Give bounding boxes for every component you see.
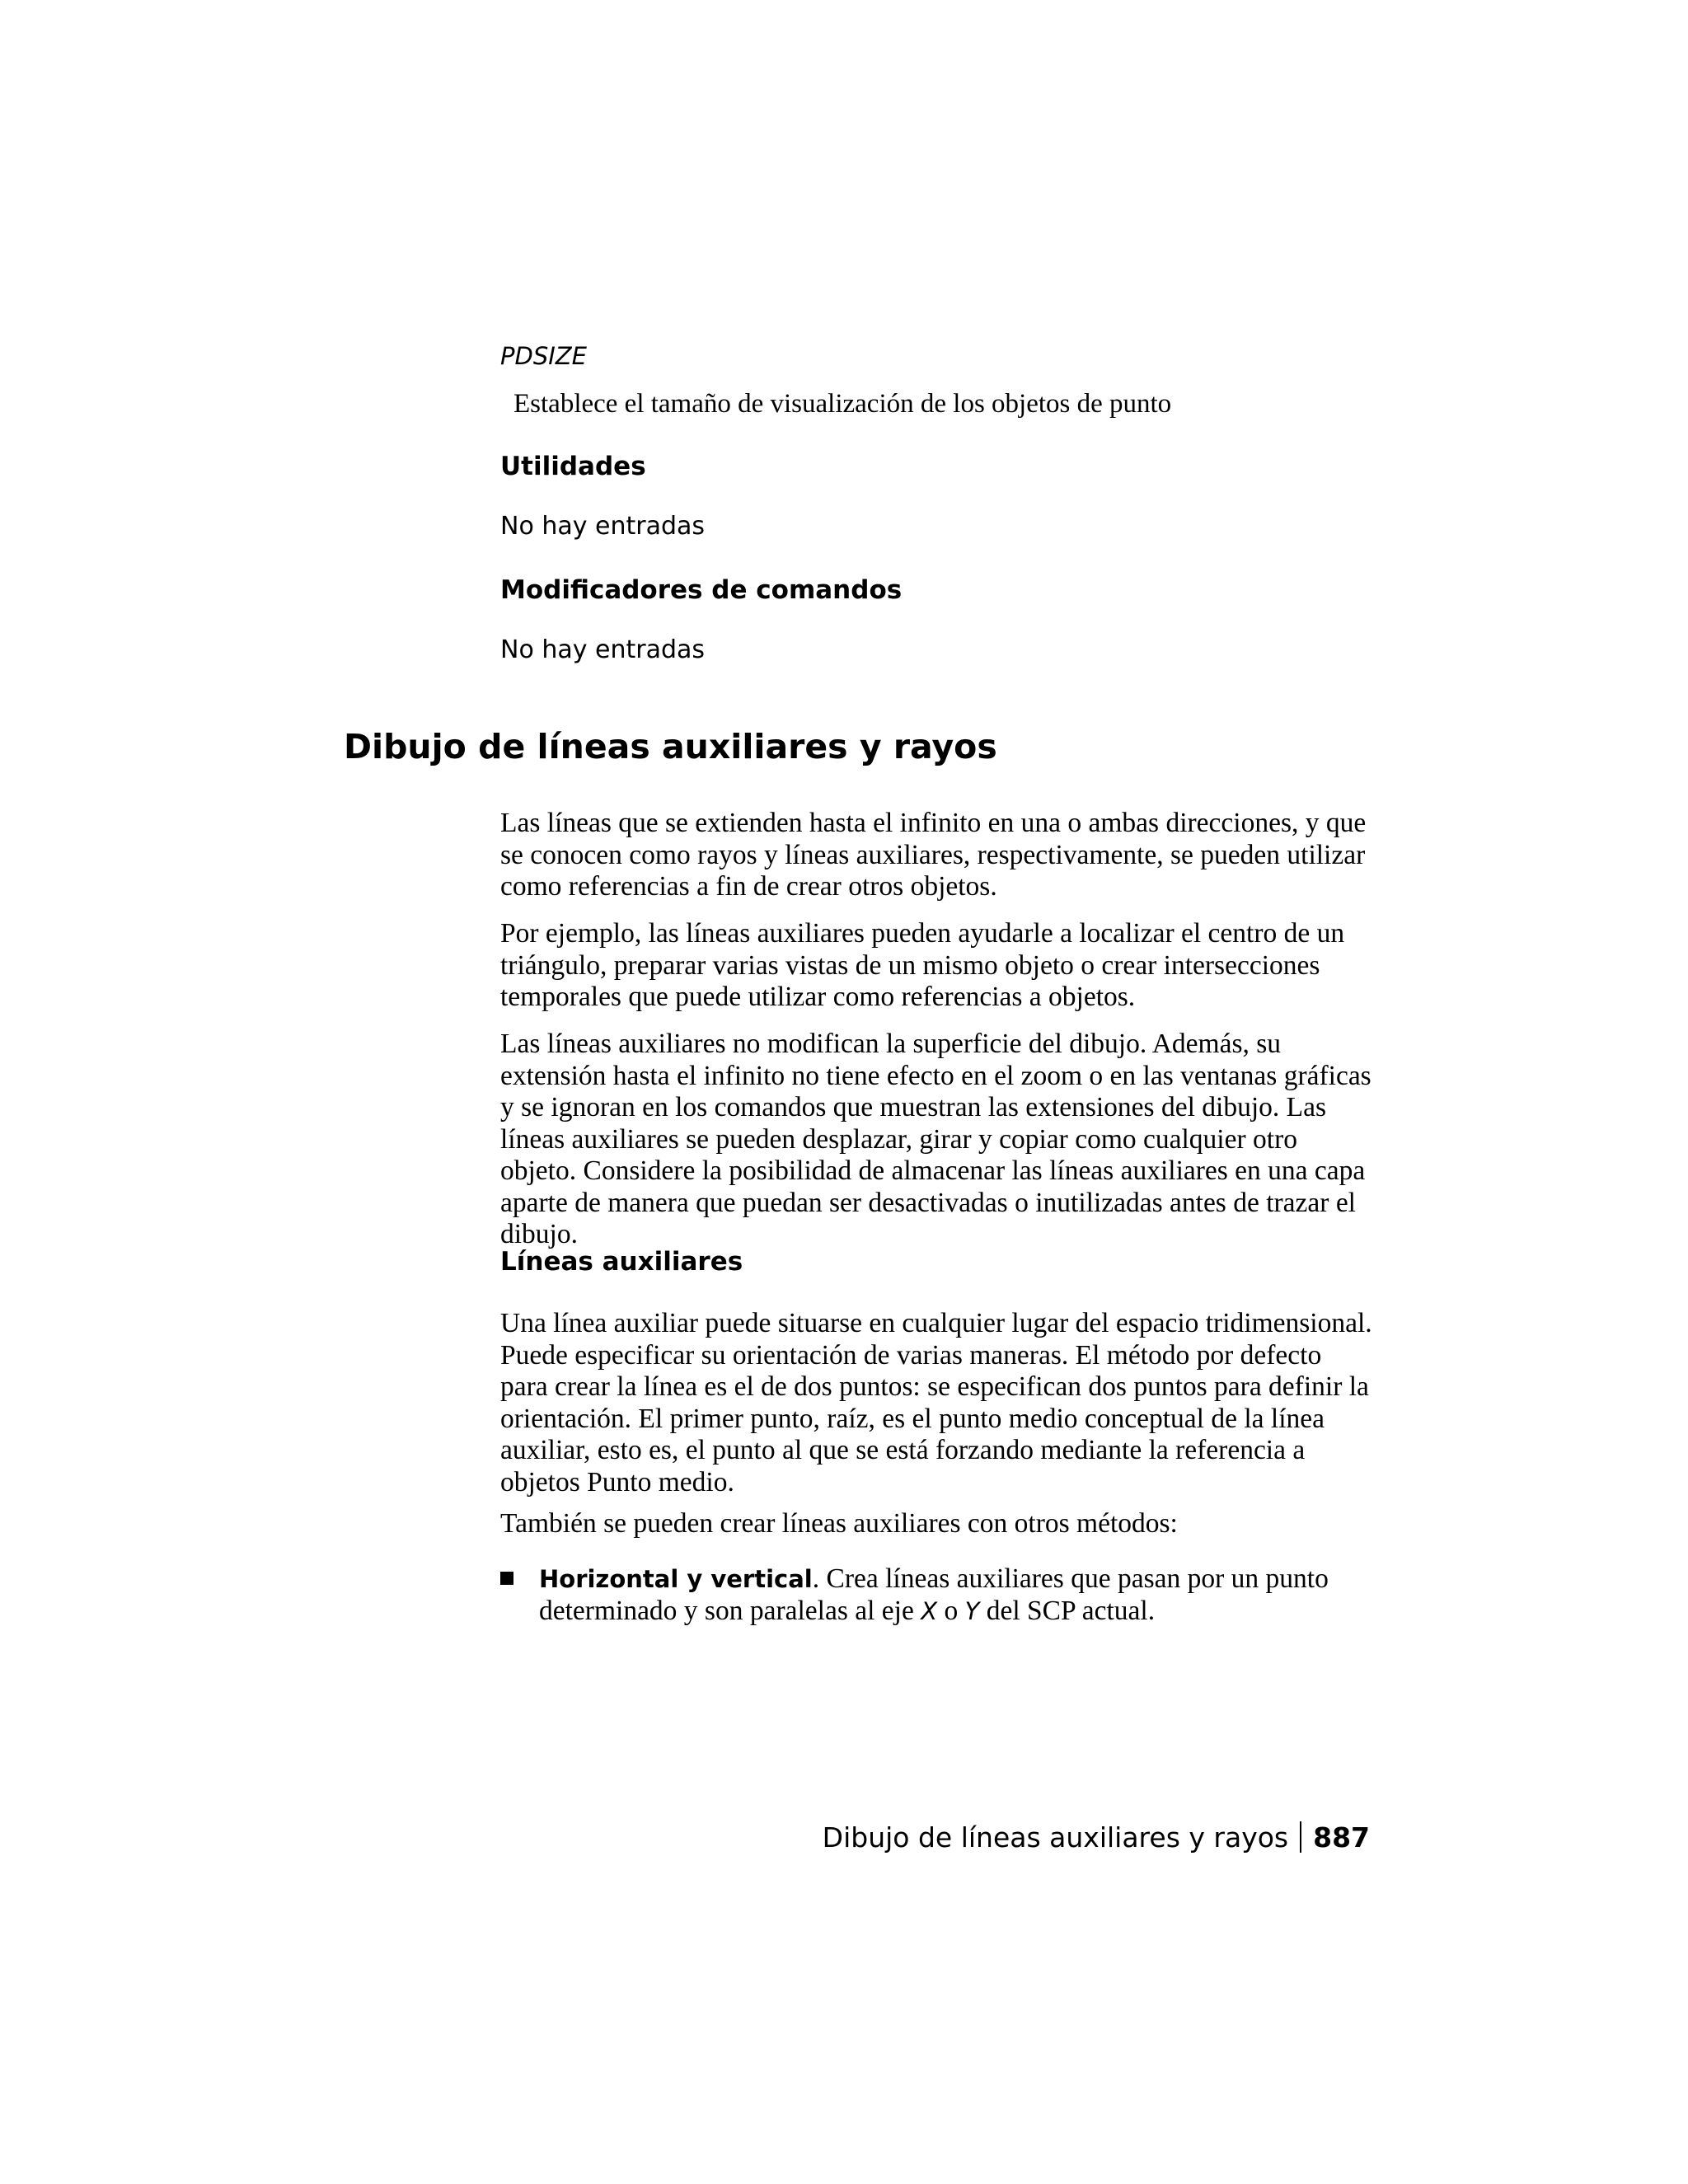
bullet-text [539,1563,1374,1627]
axis-x-label: X [921,1596,938,1625]
subsection-heading: Líneas auxiliares [500,1247,743,1277]
paragraph-text: Las líneas auxiliares no modifican la superficie del dibujo. Además, su extensión hasta el infinito no tiene efecto en el zoom o en las ventanas gráficas y se ignoran en los comandos que muestran las extensiones del dibujo. Las líneas auxiliares se pueden desplazar, girar y copiar como cualquier otro objeto. Considere la posibilidad de almacenar las líneas auxiliares en una capa aparte de manera que puedan ser desactivadas o inutilizadas antes de trazar el dibujo. [500,1029,1372,1249]
command-name: PDSIZE [500,342,587,370]
section-paragraph-2 [500,918,1374,1014]
axis-y-label: Y [964,1596,980,1625]
command-description: Establece el tamaño de visualización de los objetos de punto [513,389,1172,419]
section-paragraph-1 [500,808,1374,903]
paragraph-text: También se pueden crear líneas auxiliares con otros métodos: [500,1508,1178,1539]
paragraph-text: Por ejemplo, las líneas auxiliares pueden ayudarle a localizar el centro de un triángulo, preparar varias vistas de un mismo objeto o crear intersecciones temporales que puede utilizar como referencias a objetos. [500,918,1345,1012]
section-title: Dibujo de líneas auxiliares y rayos [344,727,997,766]
paragraph-text: Las líneas que se extienden hasta el infinito en una o ambas direcciones, y que se conocen como rayos y líneas auxiliares, respectivamente, se pueden utilizar como referencias a fin de crear otros objetos. [500,808,1367,902]
footer-separator [1300,1821,1301,1853]
bullet-desc-part1: Crea líneas auxiliares que pasan por un punto determinado y son paralelas al eje [539,1563,1329,1626]
command-modifiers-heading: Modificadores de comandos [500,575,903,605]
bullet-term-punct: . [812,1563,820,1594]
page-number: 887 [1313,1821,1370,1854]
bullet-desc-end: del SCP actual. [979,1595,1156,1626]
footer-running-title: Dibujo de líneas auxiliares y rayos [822,1821,1289,1854]
bullet-term: Horizontal y vertical [539,1565,813,1593]
section-paragraph-3 [500,1029,1374,1251]
command-modifiers-text: No hay entradas [500,635,706,664]
square-bullet-icon [500,1572,513,1585]
subsection-paragraph-2 [500,1508,1374,1540]
page-footer [823,1818,1370,1858]
paragraph-text: Una línea auxiliar puede situarse en cualquier lugar del espacio tridimensional. Puede especificar su orientación de varias maneras. El método por defecto para crear la línea es el de dos puntos: se especifican dos puntos para definir la orientación. El primer punto, raíz, es el punto medio conceptual de la línea auxiliar, esto es, el punto al que se está forzando mediante la referencia a objetos Punto medio. [500,1308,1372,1497]
utilities-text: No hay entradas [500,512,706,541]
utilities-heading: Utilidades [500,452,646,481]
subsection-paragraph-1 [500,1308,1374,1498]
bullet-desc-or: o [937,1595,965,1626]
